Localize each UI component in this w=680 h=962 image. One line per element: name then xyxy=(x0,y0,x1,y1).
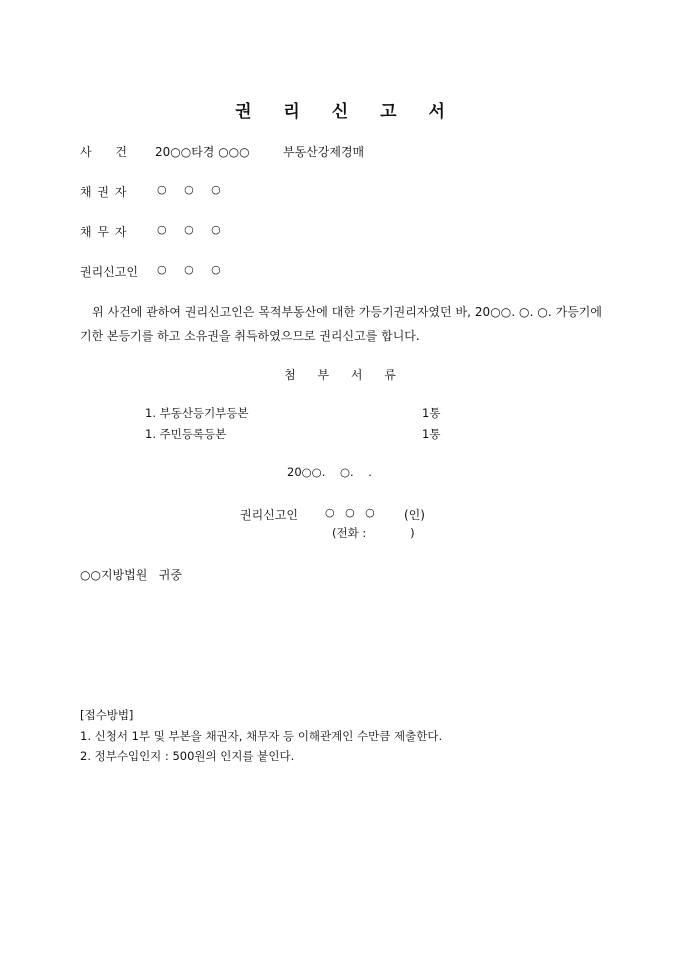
attachment-item-1-count: 1통 xyxy=(422,406,441,420)
court-addressee: ○○지방법원 귀중 xyxy=(80,568,182,582)
body-paragraph: 위 사건에 관하여 권리신고인은 목적부동산에 대한 가등기권리자였던 바, 20○○. ○. ○. 가등기에 기한 본등기를 하고 소유권을 취득하였으므로 권리신고를 합니다. xyxy=(80,305,602,343)
debtor-label: 채 무 자 xyxy=(80,225,128,239)
debtor-name: ○ ○ ○ xyxy=(157,223,221,236)
claimant-label: 권리신고인 xyxy=(80,265,138,279)
creditor-name: ○ ○ ○ xyxy=(157,183,221,196)
attachment-item-2-count: 1통 xyxy=(422,427,441,441)
seal-mark: (인) xyxy=(404,508,425,522)
creditor-label: 채 권 자 xyxy=(80,185,128,199)
signature-name: ○ ○ ○ xyxy=(325,506,375,519)
attachment-item-1-label: 1. 부동산등기부등본 xyxy=(145,406,249,420)
document-title: 권 리 신 고 서 xyxy=(235,102,458,122)
filing-method-item-2: 2. 정부수입인지 : 500원의 인지를 붙인다. xyxy=(80,749,295,763)
case-type: 부동산강제경매 xyxy=(283,145,365,159)
filing-method-item-1: 1. 신청서 1부 및 부본을 채권자, 채무자 등 이해관계인 수만큼 제출한다. xyxy=(80,729,443,743)
filing-method-heading: [접수방법] xyxy=(80,708,134,722)
attachment-item-2-label: 1. 주민등록등본 xyxy=(145,427,227,441)
case-number: 20○○타경 ○○○ xyxy=(155,145,250,159)
phone-line: (전화 : ) xyxy=(332,526,415,540)
case-label: 사 건 xyxy=(80,145,127,159)
filing-date: 20○○. ○. . xyxy=(287,465,372,479)
attachments-heading: 첨 부 서 류 xyxy=(284,368,405,382)
claimant-name: ○ ○ ○ xyxy=(157,263,221,276)
signature-label: 권리신고인 xyxy=(240,508,298,522)
